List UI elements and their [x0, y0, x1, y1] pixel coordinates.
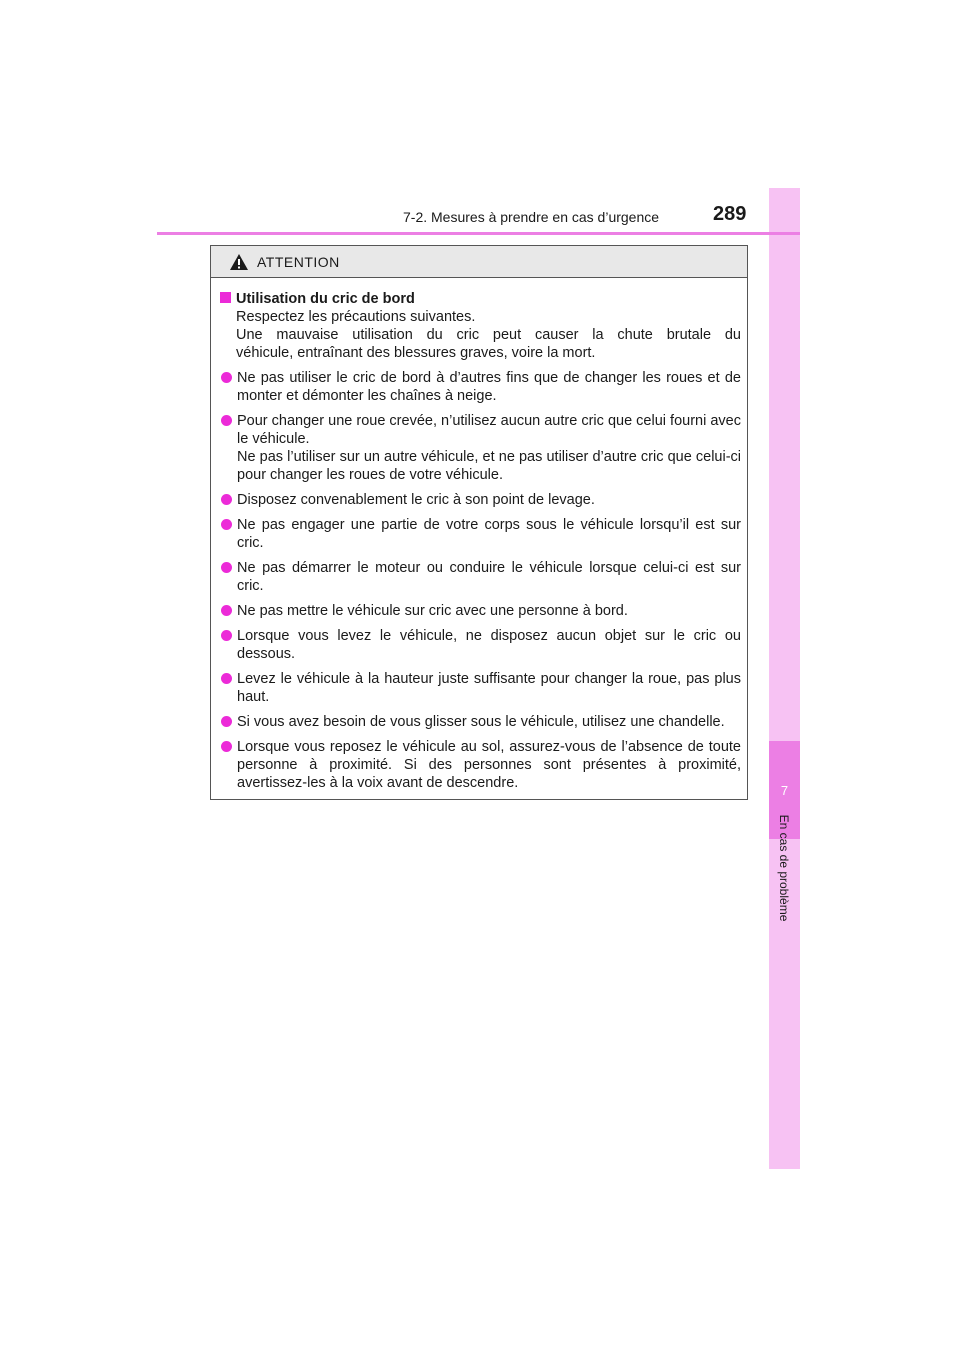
circle-bullet-icon: [221, 673, 232, 684]
list-item: [218, 491, 741, 509]
list-item-line: Lorsque vous levez le véhicule, ne disposez aucun objet sur le cric ou dessous.: [237, 628, 741, 662]
chapter-side-tab: [769, 188, 800, 1169]
list-item-text: [237, 627, 741, 663]
chapter-label: En cas de problème: [777, 814, 791, 922]
list-item-text: [237, 670, 741, 706]
list-item: [218, 670, 741, 706]
list-item-line: Pour changer une roue crevée, n’utilisez aucun autre cric que celui fourni avec le véhicule.: [237, 413, 741, 447]
circle-bullet-icon: [221, 519, 232, 530]
list-item-text: [237, 738, 741, 792]
list-item: [218, 516, 741, 552]
caution-heading-row: [218, 290, 741, 308]
caution-header: [211, 246, 747, 278]
caution-body: [211, 278, 747, 792]
intro-line: Respectez les précautions suivantes.: [236, 309, 476, 325]
list-item: [218, 369, 741, 405]
caution-label: ATTENTION: [257, 253, 340, 270]
list-item: [218, 559, 741, 595]
list-item-line: Ne pas utiliser le cric de bord à d’autres fins que de changer les roues et de monter et démonter les chaînes à neige.: [237, 370, 741, 404]
list-item-line: Ne pas l’utiliser sur un autre véhicule, et ne pas utiliser d’autre cric que celui-ci pour changer les roues de votre véhicule.: [237, 449, 741, 483]
list-item: [218, 602, 741, 620]
list-item: [218, 713, 741, 731]
circle-bullet-icon: [221, 562, 232, 573]
list-item: [218, 627, 741, 663]
list-item-text: [237, 602, 741, 620]
caution-items: [218, 369, 741, 792]
list-item-line: Ne pas engager une partie de votre corps sous le véhicule lorsqu’il est sur cric.: [237, 517, 741, 551]
list-item-line: Si vous avez besoin de vous glisser sous le véhicule, utilisez une chandelle.: [237, 714, 725, 730]
list-item: [218, 412, 741, 484]
list-item-text: [237, 491, 741, 509]
list-item-line: Disposez convenablement le cric à son point de levage.: [237, 492, 595, 508]
caution-heading: Utilisation du cric de bord: [236, 291, 415, 307]
list-item-line: Lorsque vous reposez le véhicule au sol, assurez-vous de l’absence de toute personne à proximité. Si des personnes sont présentes à proximité, avertissez-les à la voix avant de descendre.: [237, 739, 741, 791]
warning-triangle-icon: [229, 253, 249, 271]
section-title: 7-2. Mesures à prendre en cas d’urgence: [403, 209, 660, 225]
circle-bullet-icon: [221, 415, 232, 426]
circle-bullet-icon: [221, 494, 232, 505]
list-item-text: [237, 713, 741, 731]
list-item-line: Levez le véhicule à la hauteur juste suffisante pour changer la roue, pas plus haut.: [237, 671, 741, 705]
caution-intro: [218, 308, 741, 362]
list-item-text: [237, 516, 741, 552]
list-item-line: Ne pas mettre le véhicule sur cric avec une personne à bord.: [237, 603, 628, 619]
intro-line: Une mauvaise utilisation du cric peut causer la chute brutale du: [236, 327, 741, 343]
circle-bullet-icon: [221, 372, 232, 383]
header-rule: [157, 232, 800, 235]
chapter-number: 7: [780, 782, 789, 798]
list-item-text: [237, 412, 741, 484]
list-item-text: [237, 369, 741, 405]
square-bullet-icon: [220, 292, 231, 303]
list-item: [218, 738, 741, 792]
circle-bullet-icon: [221, 630, 232, 641]
list-item-text: [237, 559, 741, 595]
list-item-line: Ne pas démarrer le moteur ou conduire le véhicule lorsque celui-ci est sur cric.: [237, 560, 741, 594]
caution-box: [210, 245, 748, 800]
page-number: 289: [713, 203, 747, 225]
intro-line: véhicule, entraînant des blessures graves, voire la mort.: [236, 345, 596, 361]
circle-bullet-icon: [221, 741, 232, 752]
circle-bullet-icon: [221, 605, 232, 616]
circle-bullet-icon: [221, 716, 232, 727]
